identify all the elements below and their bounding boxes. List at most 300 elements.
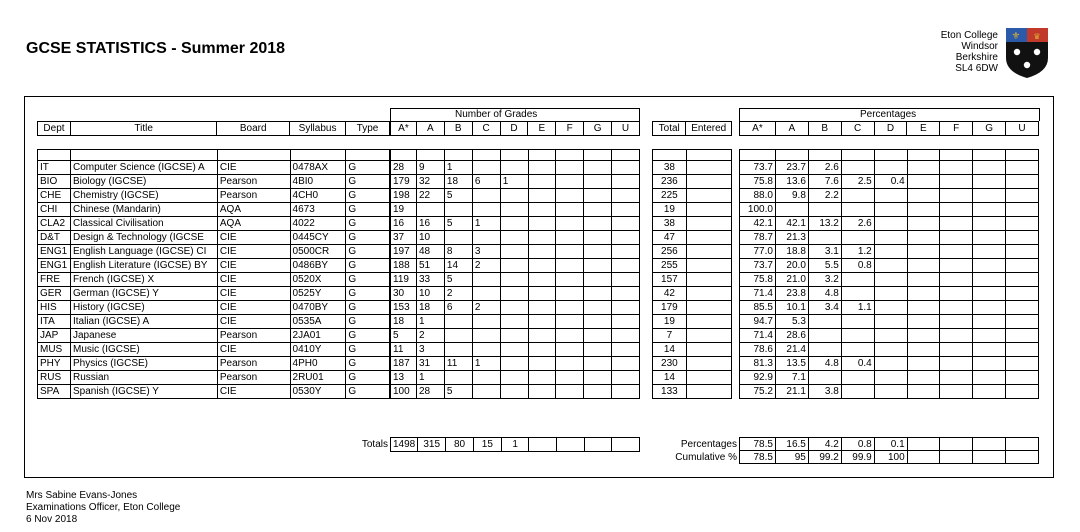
table-row <box>653 371 732 385</box>
percentage-cell <box>1006 259 1039 273</box>
col-title: Title <box>70 122 216 136</box>
percentage-cell <box>1006 189 1039 203</box>
empty-cell <box>653 150 687 161</box>
percentage-cell <box>940 371 973 385</box>
grade-count-cell <box>444 343 472 357</box>
percentage-cell: 42.1 <box>775 217 808 231</box>
percentage-cell: 78.7 <box>740 231 776 245</box>
total-count-cell <box>529 438 557 452</box>
type-cell: G <box>346 287 390 301</box>
type-cell: G <box>346 161 390 175</box>
grade-count-cell: 1 <box>472 357 500 371</box>
grade-count-cell <box>612 385 640 399</box>
type-cell: G <box>346 203 390 217</box>
grade-count-cell: 197 <box>391 245 417 259</box>
percentage-cell: 7.6 <box>808 175 841 189</box>
table-row <box>740 259 1039 273</box>
syllabus-cell: 2RU01 <box>290 371 346 385</box>
grade-count-cell <box>556 371 584 385</box>
grade-header: F <box>556 122 584 136</box>
grade-count-cell: 5 <box>444 385 472 399</box>
title-cell: Computer Science (IGCSE) A <box>70 161 217 175</box>
total-count-cell: 80 <box>446 438 474 452</box>
percentage-cell <box>874 203 907 217</box>
grade-count-cell <box>584 301 612 315</box>
percentage-cell: 71.4 <box>740 329 776 343</box>
syllabus-cell: 2JA01 <box>290 329 346 343</box>
percentage-cell <box>808 315 841 329</box>
percentage-cell: 21.1 <box>775 385 808 399</box>
spacer-row <box>391 150 640 161</box>
grade-count-cell <box>528 287 556 301</box>
total-cell: 38 <box>653 161 687 175</box>
spacer-row <box>38 150 390 161</box>
grade-count-cell <box>444 371 472 385</box>
table-row <box>391 287 640 301</box>
grade-count-cell <box>584 175 612 189</box>
pct-header: D <box>874 122 907 136</box>
table-row <box>391 301 640 315</box>
grade-count-cell: 2 <box>472 301 500 315</box>
syllabus-cell: 0445CY <box>290 231 346 245</box>
total-count-cell: 315 <box>418 438 446 452</box>
grade-count-cell: 18 <box>391 315 417 329</box>
overall-percentage-cell <box>907 438 940 451</box>
grade-count-cell <box>500 203 528 217</box>
summary-percentages <box>739 437 1039 464</box>
percentage-cell <box>973 385 1006 399</box>
address-line: Windsor <box>961 41 998 52</box>
table-row <box>653 217 732 231</box>
table-row <box>653 301 732 315</box>
board-cell: CIE <box>217 287 290 301</box>
overall-percentage-cell: 0.8 <box>841 438 874 451</box>
grade-count-cell <box>500 273 528 287</box>
percentage-cell: 81.3 <box>740 357 776 371</box>
table-row <box>38 161 390 175</box>
grade-count-cell <box>584 273 612 287</box>
total-cell: 157 <box>653 273 687 287</box>
grade-count-cell: 2 <box>472 259 500 273</box>
table-row <box>653 329 732 343</box>
signature-block <box>26 490 180 526</box>
dept-cell: ENG1 <box>38 245 71 259</box>
grade-count-cell: 179 <box>391 175 417 189</box>
svg-text:♛: ♛ <box>1033 32 1041 41</box>
grade-count-cell <box>528 301 556 315</box>
table-row <box>653 287 732 301</box>
pct-header: C <box>841 122 874 136</box>
grade-count-cell: 6 <box>444 301 472 315</box>
empty-cell <box>70 150 217 161</box>
empty-cell <box>907 150 940 161</box>
table-row <box>740 385 1039 399</box>
table-row <box>653 259 732 273</box>
empty-cell <box>775 150 808 161</box>
entered-cell <box>686 203 731 217</box>
total-body <box>652 149 732 399</box>
percentage-cell <box>940 329 973 343</box>
grade-count-cell <box>472 203 500 217</box>
type-cell: G <box>346 371 390 385</box>
empty-cell <box>444 150 472 161</box>
empty-cell <box>874 150 907 161</box>
entered-cell <box>686 273 731 287</box>
entered-cell <box>686 287 731 301</box>
table-row <box>38 357 390 371</box>
percentages-group-header: Percentages <box>860 109 917 120</box>
percentage-cell <box>973 315 1006 329</box>
title-cell: Japanese <box>70 329 217 343</box>
overall-percentage-cell <box>973 438 1006 451</box>
overall-percentage-cell: 0.1 <box>874 438 907 451</box>
empty-cell <box>290 150 346 161</box>
grade-count-cell: 19 <box>391 203 417 217</box>
cumulative-percentage-cell: 100 <box>874 451 907 464</box>
grade-count-cell: 2 <box>444 287 472 301</box>
address-line: Berkshire <box>955 52 998 63</box>
table-row <box>391 315 640 329</box>
dept-cell: PHY <box>38 357 71 371</box>
grade-count-cell: 1 <box>472 217 500 231</box>
pct-header: A <box>775 122 808 136</box>
grade-header: E <box>528 122 556 136</box>
board-cell: CIE <box>217 301 290 315</box>
percentage-cell <box>841 287 874 301</box>
board-cell: AQA <box>217 203 290 217</box>
table-row <box>740 287 1039 301</box>
board-cell: CIE <box>217 385 290 399</box>
percentage-cell: 71.4 <box>740 287 776 301</box>
empty-cell <box>940 150 973 161</box>
percentage-cell: 73.7 <box>740 259 776 273</box>
entered-cell <box>686 161 731 175</box>
table-row <box>38 385 390 399</box>
grade-count-cell <box>528 385 556 399</box>
empty-cell <box>973 150 1006 161</box>
cumulative-percentage-cell: 99.9 <box>841 451 874 464</box>
grade-count-cell <box>584 203 612 217</box>
type-cell: G <box>346 189 390 203</box>
table-row <box>38 343 390 357</box>
percentage-cell: 10.1 <box>775 301 808 315</box>
grade-count-cell: 37 <box>391 231 417 245</box>
grade-count-cell <box>528 189 556 203</box>
percentage-cell <box>940 203 973 217</box>
grade-count-cell <box>584 259 612 273</box>
grade-count-cell <box>584 231 612 245</box>
percentage-cell <box>1006 231 1039 245</box>
descriptor-header <box>37 121 390 136</box>
type-cell: G <box>346 343 390 357</box>
percentage-cell: 88.0 <box>740 189 776 203</box>
overall-percentage-cell: 4.2 <box>808 438 841 451</box>
pct-header: U <box>1006 122 1039 136</box>
percentage-cell <box>907 371 940 385</box>
grade-count-cell <box>556 273 584 287</box>
title-cell: English Language (IGCSE) CI <box>70 245 217 259</box>
percentage-cell <box>874 371 907 385</box>
cumulative-values <box>740 451 1039 464</box>
percentage-cell <box>973 175 1006 189</box>
total-cell: 230 <box>653 357 687 371</box>
grade-count-cell <box>528 357 556 371</box>
percentage-cell: 92.9 <box>740 371 776 385</box>
percentage-cell: 75.8 <box>740 273 776 287</box>
percentage-cell <box>775 203 808 217</box>
percentage-cell <box>841 343 874 357</box>
grade-count-cell <box>528 175 556 189</box>
total-cell: 38 <box>653 217 687 231</box>
empty-cell <box>528 150 556 161</box>
table-row <box>740 371 1039 385</box>
percentage-cell: 3.8 <box>808 385 841 399</box>
percentage-cell <box>940 343 973 357</box>
percentage-cell <box>973 245 1006 259</box>
grade-count-cell <box>472 231 500 245</box>
percentage-cell: 94.7 <box>740 315 776 329</box>
empty-cell <box>38 150 71 161</box>
percentage-cell: 0.4 <box>874 175 907 189</box>
grade-count-cell <box>584 385 612 399</box>
table-row <box>653 189 732 203</box>
percentage-cell <box>940 189 973 203</box>
grade-count-cell <box>528 343 556 357</box>
cumulative-percentage-cell: 99.2 <box>808 451 841 464</box>
table-row <box>653 357 732 371</box>
percentage-cell <box>940 231 973 245</box>
total-cell: 225 <box>653 189 687 203</box>
overall-percentage-cell <box>1006 438 1039 451</box>
percentage-cell <box>841 385 874 399</box>
percentage-cell <box>1006 203 1039 217</box>
percentage-cell <box>940 245 973 259</box>
percentage-cell <box>874 301 907 315</box>
dept-cell: GER <box>38 287 71 301</box>
percentage-cell <box>841 329 874 343</box>
table-row <box>740 315 1039 329</box>
grade-count-cell <box>500 329 528 343</box>
total-count-cell <box>584 438 612 452</box>
empty-cell <box>500 150 528 161</box>
grade-count-cell <box>528 259 556 273</box>
grade-count-cell: 2 <box>416 329 444 343</box>
grade-count-cell <box>528 203 556 217</box>
dept-cell: JAP <box>38 329 71 343</box>
table-row <box>391 273 640 287</box>
syllabus-cell: 0478AX <box>290 161 346 175</box>
percentage-cell <box>808 203 841 217</box>
percentage-cell: 85.5 <box>740 301 776 315</box>
board-cell: Pearson <box>217 189 290 203</box>
percentage-cell <box>1006 161 1039 175</box>
percentage-cell: 3.4 <box>808 301 841 315</box>
type-cell: G <box>346 245 390 259</box>
grade-count-cell <box>444 231 472 245</box>
grade-count-cell <box>528 371 556 385</box>
syllabus-cell: 4PH0 <box>290 357 346 371</box>
dept-cell: ITA <box>38 315 71 329</box>
title-cell: Design & Technology (IGCSE <box>70 231 217 245</box>
grade-count-cell <box>584 161 612 175</box>
percentage-cell: 5.3 <box>775 315 808 329</box>
percentage-cell: 1.2 <box>841 245 874 259</box>
dept-cell: CHI <box>38 203 71 217</box>
percentage-cell: 7.1 <box>775 371 808 385</box>
grade-count-cell: 3 <box>472 245 500 259</box>
percentage-cell <box>841 161 874 175</box>
cumulative-percentage-cell <box>940 451 973 464</box>
syllabus-cell: 0486BY <box>290 259 346 273</box>
officer-name: Mrs Sabine Evans-Jones <box>26 490 138 501</box>
percentage-cell <box>1006 273 1039 287</box>
table-row <box>38 259 390 273</box>
spacer-row <box>653 150 732 161</box>
grade-count-cell <box>556 287 584 301</box>
grades-group-header: Number of Grades <box>455 109 538 120</box>
entered-cell <box>686 175 731 189</box>
percentage-cell <box>973 357 1006 371</box>
grade-count-cell <box>472 329 500 343</box>
grade-count-cell <box>584 245 612 259</box>
grade-count-cell <box>500 161 528 175</box>
percentage-cell <box>973 161 1006 175</box>
table-row <box>653 385 732 399</box>
grade-count-cell: 100 <box>391 385 417 399</box>
grade-count-cell <box>528 245 556 259</box>
percentage-cell: 13.6 <box>775 175 808 189</box>
cumulative-percentage-cell <box>1006 451 1039 464</box>
percentage-cell: 77.0 <box>740 245 776 259</box>
table-row <box>38 371 390 385</box>
table-row <box>653 203 732 217</box>
table-row <box>391 189 640 203</box>
title-cell: Biology (IGCSE) <box>70 175 217 189</box>
type-cell: G <box>346 175 390 189</box>
table-row <box>653 315 732 329</box>
table-row <box>740 189 1039 203</box>
grade-count-cell <box>556 189 584 203</box>
percentage-cell <box>808 329 841 343</box>
overall-percentage-cell <box>940 438 973 451</box>
percentage-cell <box>1006 287 1039 301</box>
percentage-cell <box>874 161 907 175</box>
grade-count-cell: 5 <box>444 217 472 231</box>
percentage-cell <box>874 343 907 357</box>
empty-cell <box>346 150 390 161</box>
grade-count-cell <box>556 301 584 315</box>
percentage-cell <box>1006 371 1039 385</box>
table-row <box>38 301 390 315</box>
pct-header: G <box>973 122 1006 136</box>
col-type: Type <box>346 122 390 136</box>
percentage-cell <box>907 189 940 203</box>
percentage-cell: 21.4 <box>775 343 808 357</box>
percentage-cell: 4.8 <box>808 287 841 301</box>
percentage-cell <box>973 231 1006 245</box>
grade-count-cell: 10 <box>416 231 444 245</box>
percentage-cell <box>808 231 841 245</box>
percentage-cell <box>874 231 907 245</box>
total-count-cell: 1 <box>501 438 529 452</box>
officer-role: Examinations Officer, Eton College <box>26 502 181 513</box>
grade-count-cell: 1 <box>500 175 528 189</box>
total-count-cell <box>612 438 640 452</box>
pct-header: E <box>907 122 940 136</box>
title-cell: Music (IGCSE) <box>70 343 217 357</box>
address-line: SL4 6DW <box>955 63 998 74</box>
grade-count-cell <box>556 217 584 231</box>
grade-count-cell <box>500 385 528 399</box>
percentage-cell: 73.7 <box>740 161 776 175</box>
table-row <box>740 329 1039 343</box>
board-cell: CIE <box>217 273 290 287</box>
grade-count-cell <box>528 273 556 287</box>
title-cell: English Literature (IGCSE) BY <box>70 259 217 273</box>
grade-count-cell: 48 <box>416 245 444 259</box>
grade-count-cell: 1 <box>444 161 472 175</box>
cumulative-percentage-cell: 78.5 <box>740 451 776 464</box>
grade-count-cell <box>500 371 528 385</box>
board-cell: Pearson <box>217 371 290 385</box>
grade-count-cell: 5 <box>444 273 472 287</box>
cumulative-percentage-cell <box>973 451 1006 464</box>
board-cell: CIE <box>217 259 290 273</box>
grade-count-cell <box>500 259 528 273</box>
percentage-cell <box>973 273 1006 287</box>
entered-cell <box>686 357 731 371</box>
grade-count-cell <box>584 329 612 343</box>
grade-count-cell <box>612 329 640 343</box>
grade-count-cell <box>612 175 640 189</box>
percentage-cell: 2.5 <box>841 175 874 189</box>
grade-count-cell <box>612 161 640 175</box>
percentages-header <box>739 121 1039 136</box>
grade-count-cell <box>556 203 584 217</box>
total-cell: 14 <box>653 343 687 357</box>
percentage-cell <box>907 273 940 287</box>
syllabus-cell: 0520X <box>290 273 346 287</box>
title-cell: Physics (IGCSE) <box>70 357 217 371</box>
percentage-cell: 2.2 <box>808 189 841 203</box>
grade-count-cell <box>612 301 640 315</box>
cumulative-percentage-cell: 95 <box>775 451 808 464</box>
grade-count-cell <box>500 357 528 371</box>
percentage-cell <box>874 217 907 231</box>
grade-count-cell: 5 <box>444 189 472 203</box>
table-row <box>391 385 640 399</box>
percentage-cell: 13.2 <box>808 217 841 231</box>
grade-count-cell: 18 <box>416 301 444 315</box>
syllabus-cell: 4BI0 <box>290 175 346 189</box>
percentage-cell <box>907 301 940 315</box>
total-cell: 236 <box>653 175 687 189</box>
grade-count-cell <box>500 287 528 301</box>
total-cell: 255 <box>653 259 687 273</box>
empty-cell <box>841 150 874 161</box>
grade-count-cell <box>556 315 584 329</box>
grade-count-cell <box>416 203 444 217</box>
entered-cell <box>686 301 731 315</box>
percentage-cell <box>940 273 973 287</box>
percentage-cell <box>973 301 1006 315</box>
percentage-cell: 100.0 <box>740 203 776 217</box>
percentage-cell <box>1006 301 1039 315</box>
table-row <box>391 203 640 217</box>
entered-cell <box>686 189 731 203</box>
grade-count-cell <box>500 231 528 245</box>
dept-cell: D&T <box>38 231 71 245</box>
